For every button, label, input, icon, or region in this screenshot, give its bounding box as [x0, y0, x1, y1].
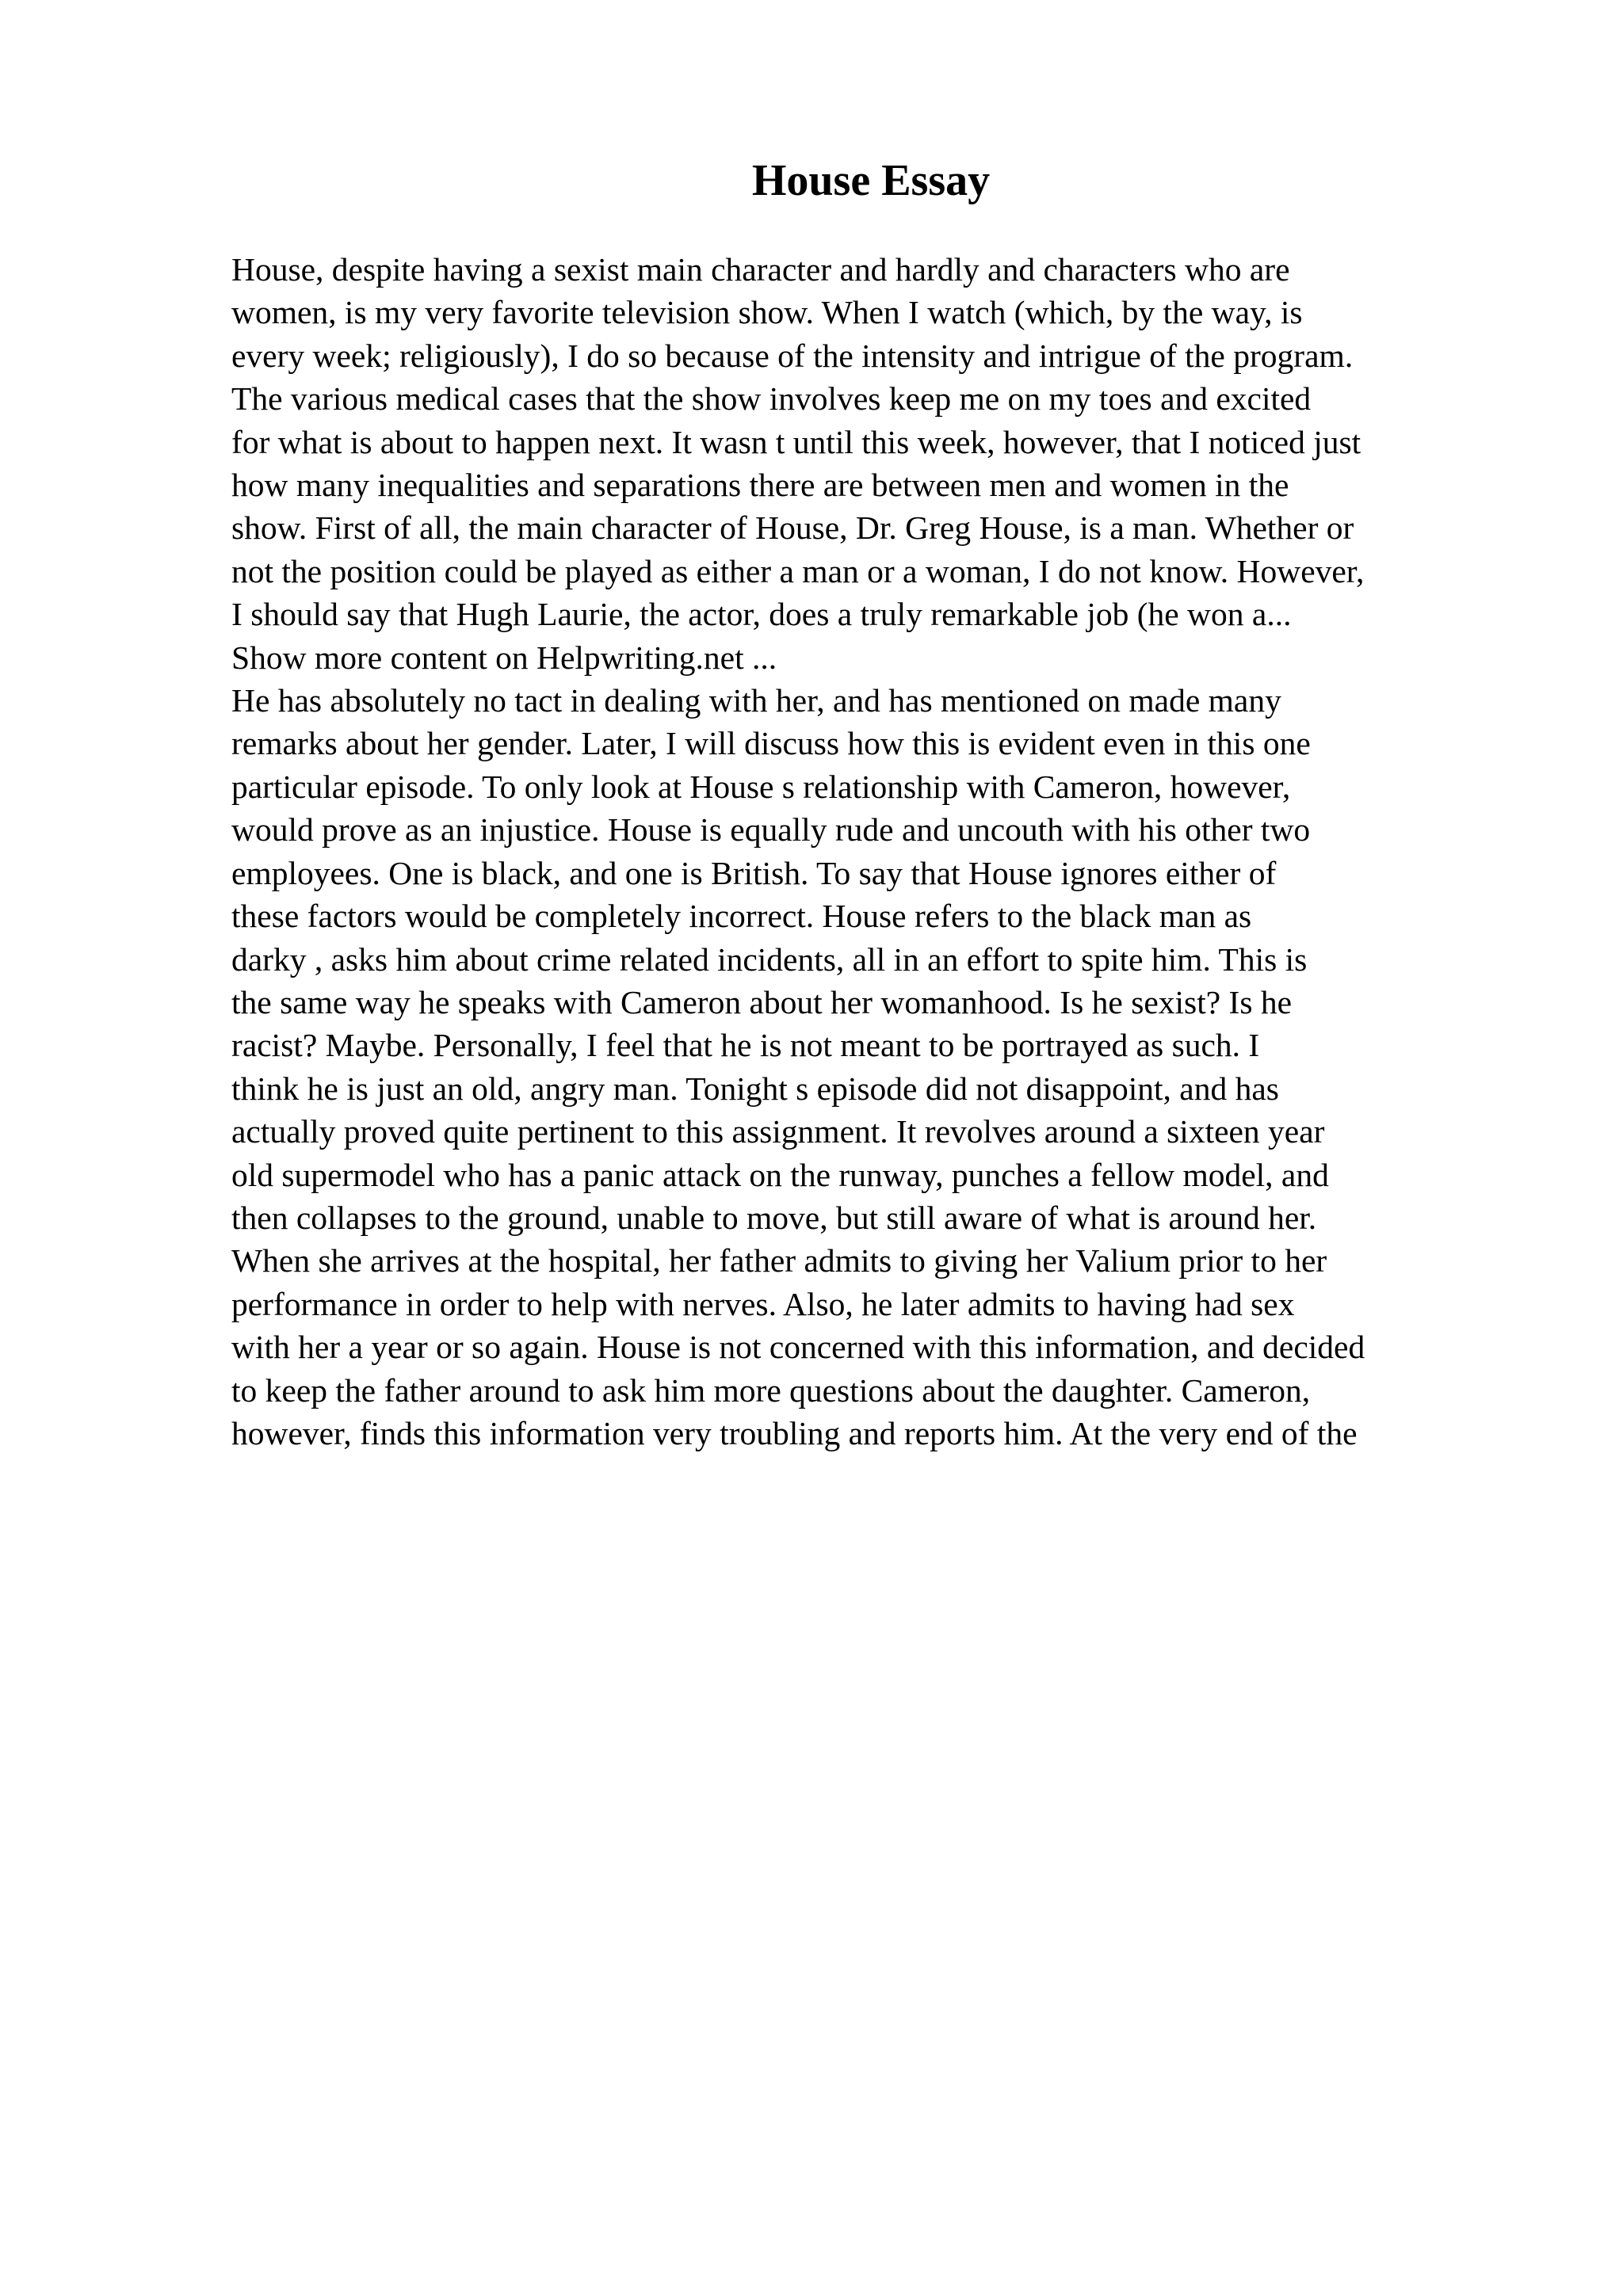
essay-line: then collapses to the ground, unable to move, but still aware of what is around her. — [231, 1199, 1317, 1236]
essay-line: House, despite having a sexist main character and hardly and characters who are — [231, 251, 1290, 288]
essay-line: employees. One is black, and one is British. To say that House ignores either of — [231, 854, 1277, 891]
essay-line: with her a year or so again. House is not concerned with this information, and decided — [231, 1329, 1365, 1366]
essay-line: think he is just an old, angry man. Tonight s episode did not disappoint, and has — [231, 1070, 1279, 1107]
essay-line: every week; religiously), I do so because of the intensity and intrigue of the program. — [231, 337, 1354, 374]
essay-line: these factors would be completely incorrect. House refers to the black man as — [231, 898, 1252, 935]
essay-line: show. First of all, the main character of House, Dr. Greg House, is a man. Whether or — [231, 509, 1354, 547]
document-title: House Essay — [751, 156, 991, 205]
essay-line: racist? Maybe. Personally, I feel that he is not meant to be portrayed as such. I — [231, 1027, 1260, 1064]
essay-line: women, is my very favorite television show. When I watch (which, by the way, is — [231, 294, 1303, 331]
essay-line: the same way he speaks with Cameron about her womanhood. Is he sexist? Is he — [231, 983, 1293, 1020]
essay-line: I should say that Hugh Laurie, the actor, does a truly remarkable job (he won a... — [231, 596, 1292, 633]
essay-line: Show more content on Helpwriting.net ... — [231, 639, 777, 676]
essay-line: particular episode. To only look at House s relationship with Cameron, however, — [231, 768, 1291, 805]
essay-line: remarks about her gender. Later, I will discuss how this is evident even in this one — [231, 725, 1311, 762]
essay-line: how many inequalities and separations there are between men and women in the — [231, 467, 1289, 504]
essay-line: not the position could be played as either a man or a woman, I do not know. However, — [231, 552, 1365, 589]
essay-line: When she arrives at the hospital, her father admits to giving her Valium prior to her — [231, 1242, 1327, 1280]
essay-line: to keep the father around to ask him more questions about the daughter. Cameron, — [231, 1371, 1311, 1409]
essay-line: actually proved quite pertinent to this assignment. It revolves around a sixteen year — [231, 1113, 1325, 1150]
essay-line: would prove as an injustice. House is equally rude and uncouth with his other two — [231, 811, 1311, 849]
essay-body — [231, 248, 1594, 1455]
essay-line: The various medical cases that the show involves keep me on my toes and excited — [231, 380, 1312, 418]
essay-line: performance in order to help with nerves. Also, he later admits to having had sex — [231, 1285, 1295, 1322]
essay-line: darky , asks him about crime related incidents, all in an effort to spite him. This is — [231, 940, 1308, 978]
essay-line: for what is about to happen next. It wasn t until this week, however, that I noticed just — [231, 423, 1361, 460]
essay-line: He has absolutely no tact in dealing with her, and has mentioned on made many — [231, 682, 1281, 719]
essay-line: however, finds this information very troubling and reports him. At the very end of the — [231, 1414, 1358, 1451]
essay-line: old supermodel who has a panic attack on the runway, punches a fellow model, and — [231, 1156, 1329, 1193]
